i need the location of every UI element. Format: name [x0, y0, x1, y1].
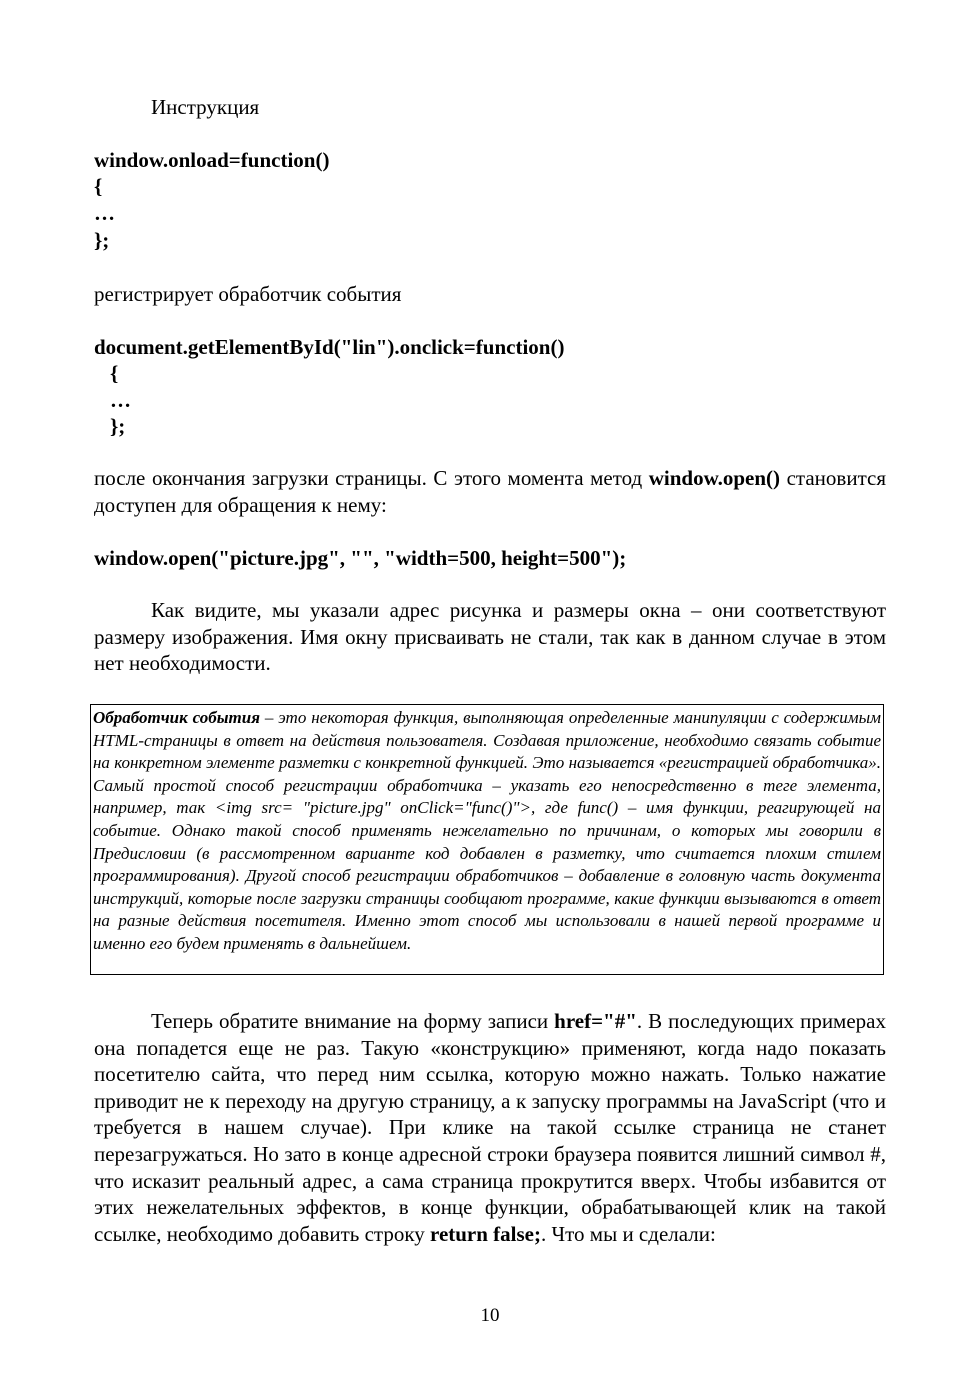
code-line: document.getElementById("lin").onclick=function() — [94, 335, 565, 359]
code-line: { — [94, 174, 103, 198]
instruction-label: Инструкция — [151, 95, 260, 119]
text-span: становится доступен для обращения к нему: — [94, 466, 886, 517]
registers-text: регистрирует обработчик события — [94, 282, 402, 306]
text-span: после окончания загрузки страницы. С этого момента метод — [94, 466, 649, 490]
paragraph-after-load — [94, 465, 886, 518]
code-window-open: window.open("picture.jpg", "", "width=500, height=500"); — [94, 546, 627, 570]
text-span: . В последующих примерах она попадется еще не раз. Такую «конструкцию» применяют, когда надо показать посетителю сайта, что перед ним ссылка, которую можно нажать. Только нажатие приводит не к переходу на другую страницу, а к запуску программы на JavaScript (что и требуется в нашем случае). При клике на такой ссылке страница не станет перезагружаться. Но зато в конце адресной строки браузера появится лишний символ #, что исказит реальный адрес, а сама страница прокрутится вверх. Чтобы избавится от этих нежелательных эффектов, в конце функции, обрабатывающей клик на такой ссылке, необходимо добавить строку — [94, 1009, 886, 1246]
text-span: . Что мы и сделали: — [541, 1221, 716, 1246]
code-line: }; — [94, 228, 110, 252]
page-number: 10 — [480, 1305, 500, 1326]
inline-code: window.open() — [648, 466, 781, 490]
inline-code: href="#" — [554, 1009, 637, 1033]
paragraph-as-you-see: Как видите, мы указали адрес рисунка и размеры окна – они соответствуют размеру изображения. Имя окну присваивать не стали, так как в данном случае в этом нет необходимости. — [94, 598, 886, 676]
code-line: window.onload=function() — [94, 148, 330, 172]
text-span: Теперь обратите внимание на форму записи — [151, 1009, 555, 1033]
code-line: }; — [110, 414, 126, 438]
code-line: … — [110, 388, 131, 412]
paragraph-href — [94, 1008, 886, 1247]
inline-code: return false; — [430, 1221, 541, 1246]
definition-box — [90, 704, 884, 975]
definition-term: Обработчик события — [93, 708, 260, 727]
code-line: { — [110, 361, 119, 385]
code-line: … — [94, 201, 115, 225]
definition-text: – это некоторая функция, выполняющая определенные манипуляции с содержимым HTML-страницы в ответ на действия пользователя. Создавая приложение, необходимо связать событие на конкретном элементе разметки с конкретной функцией. Это называется «регистрацией обработчика». Самый простой способ регистрации обработчика – указать его непосредственно в теге элемента, например, так <img src= "picture.jpg" onClick="func()">, где func() – имя функции, реагирующей на событие. Однако такой способ применять нежелательно по причинам, о которых мы говорили в Предисловии (в рассмотренном варианте код добавлен в разметку, что считается плохим стилем программирования). Другой способ регистрации обработчиков – добавление в головную часть документа инструкций, которые после загрузки страницы сообщают программе, какие функции вызываются в ответ на разные действия посетителя. Именно этот способ мы использовали в нашей первой программе и именно его будем применять в дальнейшем. — [93, 708, 882, 953]
